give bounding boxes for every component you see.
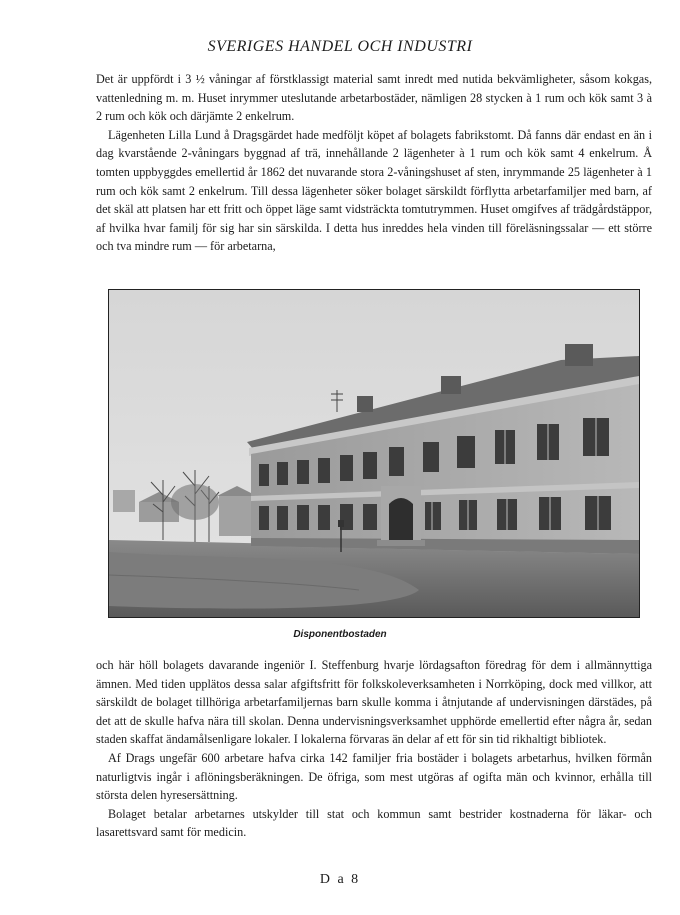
photo-caption: Disponentbostaden	[293, 629, 387, 640]
paragraph: Af Drags ungefär 600 arbetare hafva cirka 142 familjer fria bostäder i bolagets arbetarhus, hvilken förmån naturligtvis ingår i aflöningsberäkningen. De öfriga, som mest utgöras af ogifta män och kvinnor, erhålla till största delen hyresersättning.	[96, 750, 652, 803]
house-photograph	[108, 289, 640, 618]
page-signature: D a 8	[319, 872, 361, 887]
paragraph: och här höll bolagets davarande ingeniör I. Steffenburg hvarje lördagsafton föredrag för dem i allmännyttiga ämnen. Med tiden upplätos dessa salar afgiftsfritt för folkskoleverksamheten i Norrköping, dock med villkor, att särskildt de bolaget tillhöriga arbetarfamiljernas barn skulle komma i åtnjutande af undervisningen därstädes, på det att de skulle hafva nära till skolan. Denna undervisningsverksamhet upphörde emellertid efter några år, sedan staden skaffat ändamålsenligare lokaler. I lokalerna förvaras än delar af ett för sin tid rikhaltigt bibliotek.	[96, 658, 652, 747]
paragraph: Det är uppfördt i 3 ½ våningar af förstklassigt material samt inredt med nutida bekvämligheter, såsom kokgas, vattenledning m. m. Huset inrymmer uteslutande arbetarbostäder, nämligen 28 stycken à 1 rum och kök samt 3 à 2 rum och kök och därjämte 2 enkelrum.	[96, 72, 652, 124]
running-head: SVERIGES HANDEL OCH INDUSTRI	[207, 38, 473, 55]
text-block-bottom	[96, 656, 652, 842]
paragraph: Lägenheten Lilla Lund å Dragsgärdet hade medföljt köpet af bolagets fabrikstomt. Då fanns där endast en än i dag kvarstående 2-våningars byggnad af trä, innehållande 2 lägenheter à 1 rum och kök samt 4 enkelrum. Å tomten uppbyggdes emellertid år 1862 det nuvarande stora 2-våningshuset af sten, inrymmande 25 lägenheter à 1 rum och kök samt 2 enkelrum. Till dessa lägenheter söker bolaget särskildt förflytta arbetarfamiljer med barn, af det skäl att platsen har ett fritt och öppet läge samt vidsträckta tomtutrymmen. Huset omgifves af trädgårdstäppor, af hvilka hvar familj för sig har sin särskilda. I detta hus inreddes hela vinden till föreläsningssalar — ett större och tva mindre rum — för arbetarna,	[96, 127, 652, 254]
paragraph: Bolaget betalar arbetarnes utskylder till stat och kommun samt bestrider kostnaderna för läkar- och lasarettsvard samt för medicin.	[96, 806, 652, 840]
text-block-top	[96, 70, 652, 256]
